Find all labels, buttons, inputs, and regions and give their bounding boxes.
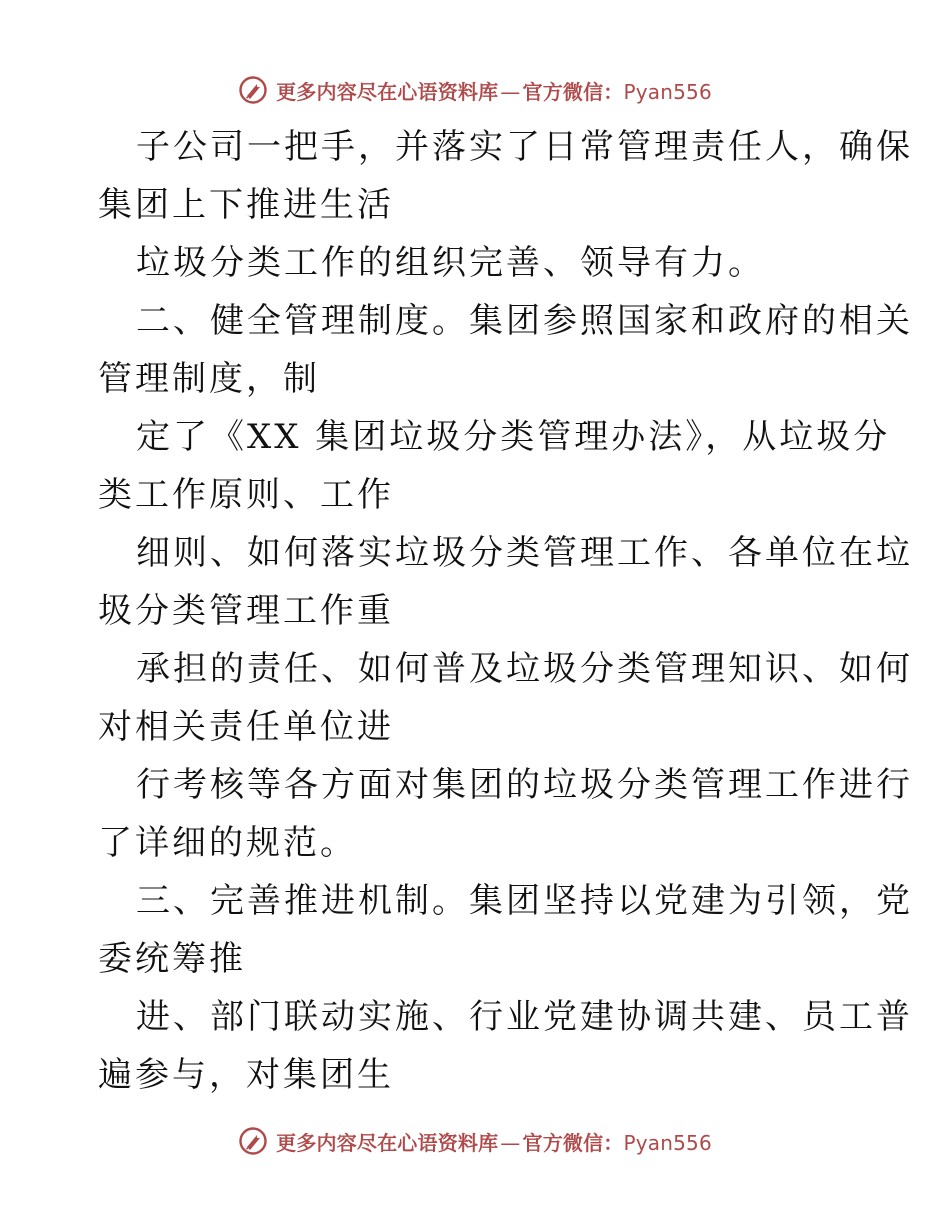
text-line: 进、部门联动实施、行业党建协调共建、员工普 [136, 997, 913, 1037]
watermark-wechat-id: Pyan556 [623, 79, 712, 104]
footer-watermark [0, 1121, 950, 1161]
text-line: 类工作原则、工作 [98, 475, 394, 515]
watermark-text [276, 1127, 712, 1156]
text-line: 子公司一把手，并落实了日常管理责任人，确保 [136, 127, 913, 167]
text-line: 委统筹推 [98, 939, 246, 979]
watermark-main-text: 更多内容尽在心语资料库 [276, 1130, 499, 1155]
watermark-dash: — [500, 1130, 521, 1155]
watermark-text [276, 76, 712, 105]
watermark-main-text: 更多内容尽在心语资料库 [276, 79, 499, 104]
text-line: 集团上下推进生活 [98, 185, 394, 225]
watermark-dash: — [500, 79, 521, 104]
text-line: 管理制度，制 [98, 359, 320, 399]
text-line: 三、完善推进机制。集团坚持以党建为引领，党 [136, 881, 913, 921]
text-line: 承担的责任、如何普及垃圾分类管理知识、如何 [136, 649, 913, 689]
text-line: 二、健全管理制度。集团参照国家和政府的相关 [136, 301, 913, 341]
text-line: 了详细的规范。 [98, 823, 357, 863]
text-line: 行考核等各方面对集团的垃圾分类管理工作进行 [136, 765, 913, 805]
text-line: 定了《XX 集团垃圾分类管理办法》，从垃圾分 [136, 417, 891, 457]
pen-seal-icon [238, 1126, 268, 1156]
pen-seal-icon [238, 75, 268, 105]
text-line: 对相关责任单位进 [98, 707, 394, 747]
text-line: 细则、如何落实垃圾分类管理工作、各单位在垃 [136, 533, 913, 573]
watermark-wechat-id: Pyan556 [623, 1130, 712, 1155]
text-line: 垃圾分类工作的组织完善、领导有力。 [136, 243, 765, 283]
text-line: 圾分类管理工作重 [98, 591, 394, 631]
document-body [98, 118, 913, 1104]
watermark-contact-label: 官方微信： [522, 79, 624, 104]
header-watermark [0, 70, 950, 110]
watermark-contact-label: 官方微信： [522, 1130, 624, 1155]
text-line: 遍参与，对集团生 [98, 1055, 394, 1095]
